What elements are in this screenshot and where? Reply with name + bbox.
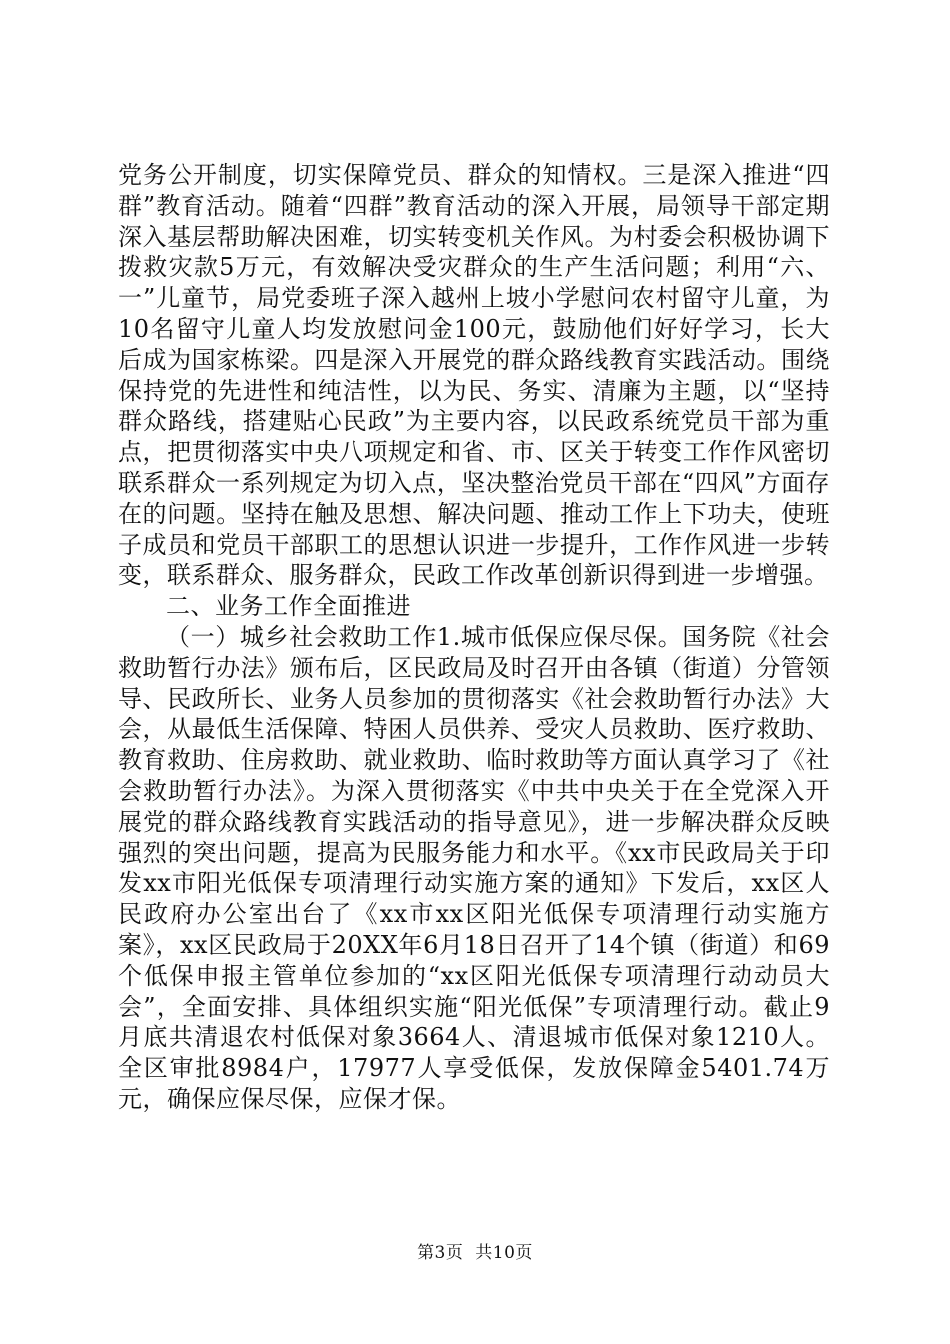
page-number: 第3页: [417, 1243, 464, 1263]
page-total: 共10页: [475, 1243, 533, 1263]
paragraph-party-work: 党务公开制度，切实保障党员、群众的知情权。三是深入推进“四群”教育活动。随着“四群”教育活动的深入开展，局领导干部定期深入基层帮助解决困难，切实转变机关作风。为村委会积极协调下拨救灾款5万元，有效解决受灾群众的生产生活问题；利用“六、一”儿童节，局党委班子深入越州上坡小学慰问农村留守儿童，为10名留守儿童人均发放慰问金100元，鼓励他们好好学习，长大后成为国家栋梁。四是深入开展党的群众路线教育实践活动。围绕保持党的先进性和纯洁性，以为民、务实、清廉为主题，以“坚持群众路线，搭建贴心民政”为主要内容，以民政系统党员干部为重点，把贯彻落实中央八项规定和省、市、区关于转变工作作风密切联系群众一系列规定为切入点，坚决整治党员干部在“四风”方面存在的问题。坚持在触及思想、解决问题、推动工作上下功夫，使班子成员和党员干部职工的思想认识进一步提升，工作作风进一步转变，联系群众、服务群众，民政工作改革创新识得到进一步增强。: [118, 161, 830, 590]
page-footer: [0, 1238, 950, 1263]
document-body: [118, 160, 830, 1115]
section-heading-business-work: 二、业务工作全面推进: [166, 592, 411, 621]
paragraph-social-assistance: （一）城乡社会救助工作1.城市低保应保尽保。国务院《社会救助暂行办法》颁布后，区民政局及时召开由各镇（街道）分管领导、民政所长、业务人员参加的贯彻落实《社会救助暂行办法》大会，从最低生活保障、特困人员供养、受灾人员救助、医疗救助、教育救助、住房救助、就业救助、临时救助等方面认真学习了《社会救助暂行办法》。为深入贯彻落实《中共中央关于在全党深入开展党的群众路线教育实践活动的指导意见》，进一步解决群众反映强烈的突出问题，提高为民服务能力和水平。《xx市民政局关于印发xx市阳光低保专项清理行动实施方案的通知》下发后，xx区人民政府办公室出台了《xx市xx区阳光低保专项清理行动实施方案》，xx区民政局于20XX年6月18日召开了14个镇（街道）和69个低保申报主管单位参加的“xx区阳光低保专项清理行动动员大会”，全面安排、具体组织实施“阳光低保”专项清理行动。截止9月底共清退农村低保对象3664人、清退城市低保对象1210人。全区审批8984户，17977人享受低保，发放保障金5401.74万元，确保应保尽保，应保才保。: [118, 622, 830, 1113]
